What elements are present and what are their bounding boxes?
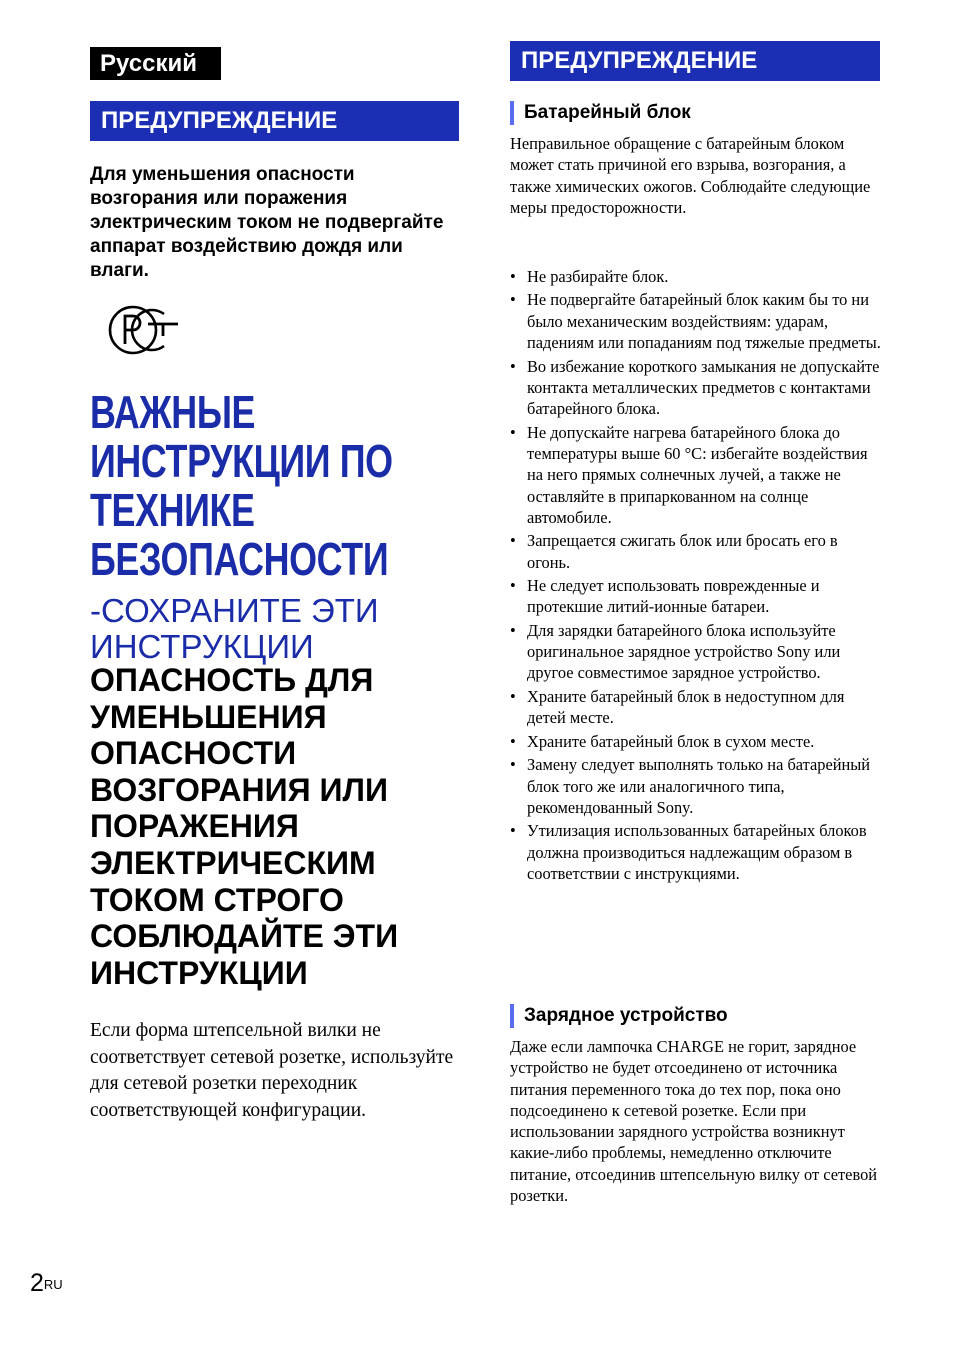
page-language-suffix: RU <box>43 1277 63 1292</box>
bullet-icon: • <box>510 731 516 751</box>
list-item-text: Замену следует выполнять только на батарейный блок того же или аналогичного типа, рекомендованный Sony. <box>527 755 871 817</box>
list-item-text: Не допускайте нагрева батарейного блока до температуры выше 60 °C: избегайте воздействия на него прямых солнечных лучей, а также не оставляйте в припаркованном на солнце автомобиле. <box>527 422 868 527</box>
list-item <box>510 289 882 353</box>
list-item-text: Храните батарейный блок в сухом месте. <box>527 731 815 751</box>
list-item <box>510 731 882 752</box>
bullet-icon: • <box>510 422 516 442</box>
bullet-icon: • <box>510 356 516 376</box>
list-item <box>510 575 882 618</box>
list-item <box>510 686 882 729</box>
list-item-text: Храните батарейный блок в недоступном для детей месте. <box>527 686 845 728</box>
pct-certification-logo-icon <box>106 300 186 360</box>
bullet-icon: • <box>510 267 516 286</box>
language-tag: Русский <box>90 47 221 80</box>
list-item-text: Во избежание короткого замыкания не допускайте контакта металлических предметов с контактами батарейного блока. <box>527 356 880 419</box>
charger-section-heading: Зарядное устройство <box>510 1004 728 1028</box>
save-instructions-subtitle: -СОХРАНИТЕ ЭТИ ИНСТРУКЦИИ <box>90 592 379 665</box>
list-item <box>510 754 882 818</box>
list-item <box>510 620 882 684</box>
list-item <box>510 820 882 884</box>
plug-adapter-paragraph: Если форма штепсельной вилки не соответствует сетевой розетке, используйте для сетевой розетки переходник соответствующей конфигурации. <box>90 1020 454 1121</box>
bullet-icon: • <box>510 686 516 706</box>
title-line: ТЕХНИКЕ <box>90 484 255 536</box>
list-item <box>510 530 882 573</box>
battery-intro: Неправильное обращение с батарейным блоком может стать причиной его взрыва, возгорания, а также химических ожогов. Соблюдайте следующие меры предосторожности. <box>510 134 871 217</box>
list-item <box>510 266 882 287</box>
bullet-icon: • <box>510 531 516 551</box>
danger-instructions: ОПАСНОСТЬ ДЛЯ УМЕНЬШЕНИЯ ОПАСНОСТИ ВОЗГОРАНИЯ ИЛИ ПОРАЖЕНИЯ ЭЛЕКТРИЧЕСКИМ ТОКОМ СТРОГО СОБЛЮДАЙТЕ ЭТИ ИНСТРУКЦИИ <box>90 662 399 991</box>
bullet-icon: • <box>510 290 516 310</box>
bullet-icon: • <box>510 755 516 775</box>
battery-precautions-list <box>510 266 882 886</box>
list-item-text: Не подвергайте батарейный блок каким бы то ни было механическим воздействиям: ударам, падениям или попаданиям под тяжелые предметы. <box>527 290 881 353</box>
title-line: БЕЗОПАСНОСТИ <box>90 533 389 585</box>
list-item-text: Утилизация использованных батарейных блоков должна производиться надлежащим образом в соответствии с инструкциями. <box>527 821 867 883</box>
warning-bar-left: ПРЕДУПРЕЖДЕНИЕ <box>90 101 459 141</box>
title-line: ВАЖНЫЕ <box>90 386 256 438</box>
page-number <box>30 1268 63 1298</box>
list-item <box>510 422 882 528</box>
title-line: ИНСТРУКЦИИ ПО <box>90 435 393 487</box>
safety-instructions-title <box>90 388 457 584</box>
list-item <box>510 356 882 420</box>
list-item-text: Не разбирайте блок. <box>527 267 669 286</box>
list-item-text: Запрещается сжигать блок или бросать его в огонь. <box>527 531 838 572</box>
bullet-icon: • <box>510 576 516 596</box>
warning-bar-right: ПРЕДУПРЕЖДЕНИЕ <box>510 41 880 81</box>
bullet-icon: • <box>510 620 516 640</box>
page-number-value: 2 <box>30 1269 44 1297</box>
list-item-text: Не следует использовать поврежденные и протекшие литий-ионные батареи. <box>527 576 820 617</box>
bullet-icon: • <box>510 821 516 841</box>
battery-section-heading: Батарейный блок <box>510 101 691 125</box>
fire-shock-warning: Для уменьшения опасности возгорания или поражения электрическим током не подвергайте аппарат воздействию дождя или влаги. <box>90 164 444 281</box>
charger-paragraph: Даже если лампочка CHARGE не горит, зарядное устройство не будет отсоединено от источника питания переменного тока до тех пор, пока оно подсоединено к сетевой розетке. Если при использовании зарядного устройства возникнут какие-либо проблемы, немедленно отключите питание, отсоединив штепсельную вилку от сетевой розетки. <box>510 1037 878 1206</box>
list-item-text: Для зарядки батарейного блока используйте оригинальное зарядное устройство Sony или другое совместимое зарядное устройство. <box>527 620 841 683</box>
